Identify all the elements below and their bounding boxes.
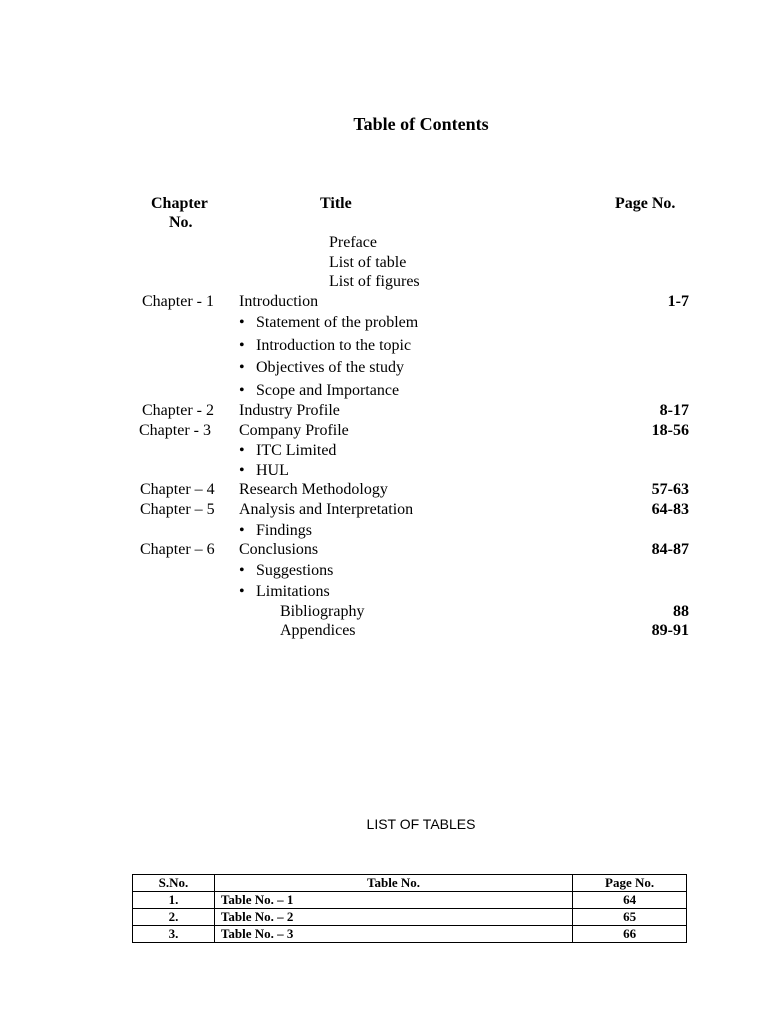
bullet-item: • HUL xyxy=(239,462,289,480)
bullet-item: • Objectives of the study xyxy=(239,359,404,377)
cell-page-no: 66 xyxy=(573,926,687,943)
header-chapter: Chapter xyxy=(151,195,208,212)
bullet-item: • Statement of the problem xyxy=(239,314,418,332)
column-header-sno: S.No. xyxy=(133,875,215,892)
front-matter-preface: Preface xyxy=(329,234,377,251)
chapter-pages: 64-83 xyxy=(651,501,689,518)
column-header-page-no: Page No. xyxy=(573,875,687,892)
cell-table-no: Table No. – 3 xyxy=(214,926,572,943)
chapter-title: Company Profile xyxy=(239,422,349,439)
table-row xyxy=(133,892,687,909)
bullet-item: • ITC Limited xyxy=(239,442,336,460)
chapter-title: Industry Profile xyxy=(239,402,340,419)
cell-sno: 1. xyxy=(133,892,215,909)
chapter-title: Introduction xyxy=(239,293,319,310)
bullet-item: • Suggestions xyxy=(239,562,333,580)
chapter-pages: 18-56 xyxy=(651,422,689,439)
chapter-title: Conclusions xyxy=(239,541,319,558)
cell-page-no: 65 xyxy=(573,909,687,926)
cell-table-no: Table No. – 2 xyxy=(214,909,572,926)
header-title: Title xyxy=(320,195,352,212)
chapter-title: Research Methodology xyxy=(239,481,388,498)
back-matter-pages: 89-91 xyxy=(651,622,689,639)
bullet-item: • Limitations xyxy=(239,583,330,601)
cell-sno: 3. xyxy=(133,926,215,943)
header-chapter-no: No. xyxy=(169,214,193,231)
chapter-pages: 84-87 xyxy=(651,541,689,558)
chapter-label: Chapter – 5 xyxy=(140,501,215,518)
front-matter-list-of-table: List of table xyxy=(329,254,407,271)
chapter-pages: 8-17 xyxy=(659,402,689,419)
table-header-row xyxy=(133,875,687,892)
header-page-no: Page No. xyxy=(615,195,676,212)
cell-table-no: Table No. – 1 xyxy=(214,892,572,909)
back-matter-title: Appendices xyxy=(280,622,356,639)
back-matter-title: Bibliography xyxy=(280,603,365,620)
page-title: Table of Contents xyxy=(353,114,489,134)
cell-sno: 2. xyxy=(133,909,215,926)
chapter-label: Chapter - 3 xyxy=(139,422,211,439)
chapter-label: Chapter – 6 xyxy=(140,541,215,558)
chapter-label: Chapter - 2 xyxy=(142,402,214,419)
chapter-pages: 1-7 xyxy=(667,293,689,310)
table-row xyxy=(133,909,687,926)
chapter-pages: 57-63 xyxy=(651,481,689,498)
column-header-table-no: Table No. xyxy=(214,875,572,892)
chapter-label: Chapter - 1 xyxy=(142,293,214,310)
cell-page-no: 64 xyxy=(573,892,687,909)
table-row xyxy=(133,926,687,943)
list-of-tables xyxy=(132,874,687,943)
bullet-item: • Scope and Importance xyxy=(239,382,399,400)
front-matter-list-of-figures: List of figures xyxy=(329,273,420,290)
chapter-label: Chapter – 4 xyxy=(140,481,215,498)
bullet-item: • Findings xyxy=(239,522,312,540)
list-of-tables-heading: LIST OF TABLES xyxy=(366,816,476,832)
back-matter-pages: 88 xyxy=(673,603,689,620)
bullet-item: • Introduction to the topic xyxy=(239,337,411,355)
chapter-title: Analysis and Interpretation xyxy=(239,501,414,518)
